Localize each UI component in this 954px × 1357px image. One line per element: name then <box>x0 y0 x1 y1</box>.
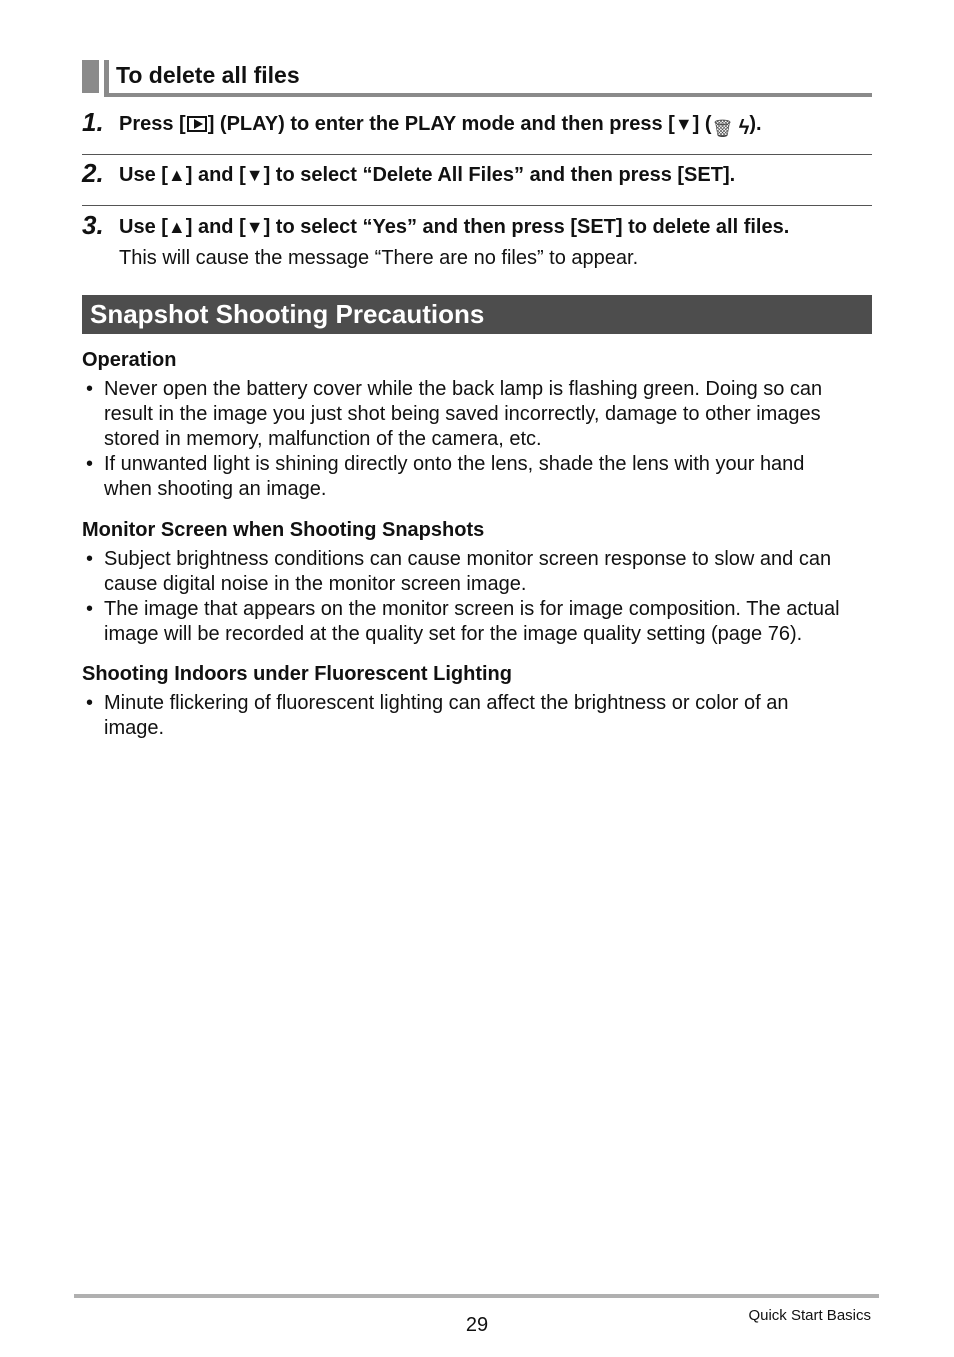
section-title: Snapshot Shooting Precautions <box>90 299 485 329</box>
trash-icon: 🗑 <box>711 119 734 138</box>
group-heading: Shooting Indoors under Fluorescent Lighting <box>82 663 512 685</box>
step-number: 2. <box>82 158 104 188</box>
bullet: • <box>86 598 94 620</box>
down-arrow-icon: ▼ <box>674 114 693 134</box>
subsection-heading <box>82 60 872 96</box>
footer-rule <box>74 1294 879 1298</box>
step-text: Use [▲] and [▼] to select “Delete All Files” and then press [SET]. <box>119 164 736 186</box>
step-text: Press [ ] (PLAY) to enter the PLAY mode and then press [▼] (🗑 ϟ). <box>119 113 762 139</box>
subsection-title: To delete all files <box>116 62 300 88</box>
list-item: • Minute flickering of fluorescent lighting can affect the brightness or color of an image. <box>86 692 789 739</box>
up-arrow-icon: ▲ <box>167 165 186 185</box>
step-text: Use [▲] and [▼] to select “Yes” and then press [SET] to delete all files. <box>119 216 790 238</box>
bullet: • <box>86 692 94 714</box>
step-number: 1. <box>82 107 104 137</box>
up-arrow-icon: ▲ <box>167 217 186 237</box>
page-number: 29 <box>465 1314 489 1336</box>
step-number: 3. <box>82 210 104 240</box>
list-item: • Subject brightness conditions can cause monitor screen response to slow and can cause digital noise in the monitor screen image. <box>86 548 832 595</box>
list-item: • Never open the battery cover while the back lamp is flashing green. Doing so can result in the image you just shot being saved incorrectly, damage to other images stored in memory, malfunction of the camera, etc. <box>86 378 823 450</box>
down-arrow-icon: ▼ <box>245 165 264 185</box>
step-divider <box>82 205 872 206</box>
group-heading: Monitor Screen when Shooting Snapshots <box>82 519 485 541</box>
list-item: • The image that appears on the monitor screen is for image composition. The actual image will be recorded at the quality set for the image quality setting (page 76). <box>86 598 840 645</box>
down-arrow-icon: ▼ <box>245 217 264 237</box>
flash-icon: ϟ <box>738 117 750 139</box>
bullet: • <box>86 548 94 570</box>
step-divider <box>82 154 872 155</box>
footer-section-name: Quick Start Basics <box>748 1307 871 1324</box>
step-note: This will cause the message “There are no files” to appear. <box>119 247 639 269</box>
heading-rule <box>104 93 872 97</box>
bullet: • <box>86 453 94 475</box>
delete-flash-icon <box>712 117 750 140</box>
group-heading: Operation <box>82 349 177 371</box>
heading-marker <box>82 60 99 93</box>
heading-marker <box>104 60 109 93</box>
section-heading <box>82 295 872 334</box>
bullet: • <box>86 378 94 400</box>
play-button-icon <box>187 116 207 132</box>
list-item: • If unwanted light is shining directly onto the lens, shade the lens with your hand when shooting an image. <box>86 453 805 500</box>
